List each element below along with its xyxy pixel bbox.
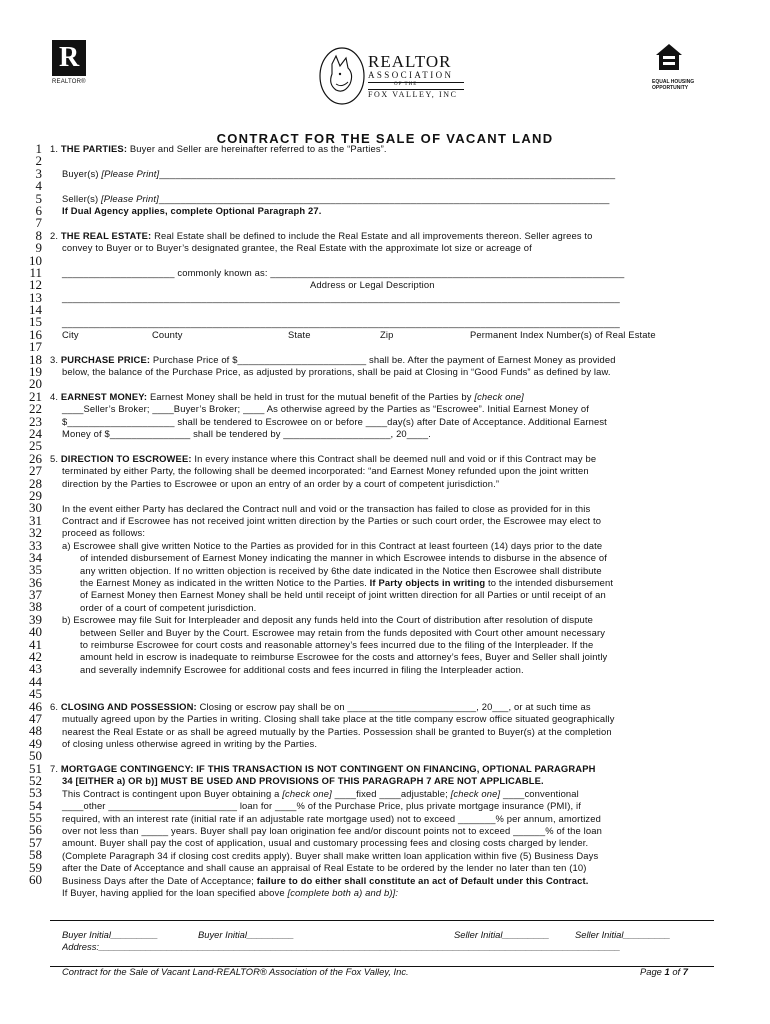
line-number: 36	[29, 574, 42, 590]
line-number: 33	[29, 537, 42, 553]
line-3-buyer-field[interactable]: Buyer(s) [Please Print]_____________________________________________________________________________________	[62, 167, 616, 179]
line-number: 11	[29, 264, 42, 280]
footer-contract-name: Contract for the Sale of Vacant Land-REALTOR® Association of the Fox Valley, Inc.	[62, 966, 409, 977]
address-field[interactable]: Address:____________________________________________________________________________________________________	[62, 941, 621, 952]
line-32: proceed as follows:	[62, 527, 146, 539]
line-number: 30	[29, 500, 42, 516]
line-number: 26	[29, 450, 42, 466]
line-36: the Earnest Money as indicated in the written Notice to the Parties. If Party objects in writing to the intended disbursement	[80, 577, 614, 588]
line-39: b) Escrowee may file Suit for Interpleader and deposit any funds held into the Court of distribution after resolution of dispute	[62, 614, 593, 626]
line-number: 2	[35, 153, 42, 169]
line-52: This Contract is contingent upon Buyer obtaining a [check one] ____fixed ____adjustable; [check one] ____conventional	[62, 787, 579, 799]
line-number: 31	[29, 512, 42, 528]
line-number: 10	[29, 252, 42, 268]
line-38: order of a court of competent jurisdiction.	[80, 601, 257, 613]
line-number: 37	[29, 587, 42, 603]
line-23: $____________________ shall be tendered to Escrowee on or before ____day(s) after Date of Acceptance. Additional Earnest	[62, 415, 607, 427]
line-46: mutually agreed upon by the Parties in writing. Closing shall take place at the title company escrow office situated geographically	[62, 713, 615, 725]
line-9: convey to Buyer or to Buyer’s designated grantee, the Real Estate with the approximate lot size or acreage of	[62, 242, 532, 254]
equal-housing-caption: EQUAL HOUSING OPPORTUNITY	[652, 79, 695, 91]
document-title: CONTRACT FOR THE SALE OF VACANT LAND	[216, 131, 554, 146]
line-number: 43	[29, 661, 42, 677]
line-number: 59	[29, 859, 42, 875]
line-number: 35	[29, 562, 42, 578]
seller-initial-1[interactable]: Seller Initial_________	[454, 929, 550, 940]
line-number: 38	[29, 599, 42, 615]
line-number: 27	[29, 463, 42, 479]
realtor-logo	[52, 40, 92, 90]
line-number: 14	[29, 302, 42, 318]
line-number: 17	[29, 339, 42, 355]
line-number: 25	[29, 438, 42, 454]
line-5-seller-field[interactable]: Seller(s) [Please Print]____________________________________________________________________________________	[62, 192, 610, 204]
line-13-field[interactable]: ________________________________________________________________________________________________________	[62, 291, 620, 303]
line-31: Contract and if Escrowee has not received joint written direction by the Parties or such court order, the Escrowee may elect to	[62, 515, 602, 526]
assoc-name-line3: OF THE	[394, 82, 418, 87]
line-number: 19	[29, 364, 42, 380]
line-22: ____Seller’s Broker; ____Buyer’s Broker; ____ As otherwise agreed by the Parties as “Escrowee”. Initial Earnest Money of	[62, 403, 589, 415]
assoc-name-line4: FOX VALLEY, INC	[368, 90, 458, 99]
line-number: 15	[29, 314, 42, 330]
line-number: 5	[35, 190, 42, 206]
line-16-city: City	[62, 329, 79, 340]
line-34: of intended disbursement of Earnest Money indicating the manner in which Escrowee intends to disburse in the absence of	[80, 552, 608, 564]
line-number: 16	[29, 326, 42, 342]
line-number: 18	[29, 351, 42, 367]
line-number: 29	[29, 487, 42, 503]
line-57: (Complete Paragraph 34 if closing cost credits apply). Buyer shall make written loan application within five (5) Business Days	[62, 849, 599, 861]
line-27: terminated by either Party, the following shall be deemed incorporated: “and Earnest Money refunded upon the joint written	[62, 465, 589, 477]
line-28: direction by the Parties to Escrowee or upon an entry of an order by a court of competent jurisdiction.”	[62, 477, 500, 489]
line-16-county: County	[152, 329, 183, 340]
line-number: 8	[35, 227, 42, 243]
line-number: 22	[29, 401, 42, 417]
line-number: 34	[29, 549, 42, 565]
line-53: ____other ________________________ loan for ____% of the Purchase Price, plus private mortgage insurance (PMI), if	[62, 800, 581, 812]
line-number: 7	[35, 215, 42, 231]
line-number: 42	[29, 649, 42, 665]
line-number: 60	[29, 872, 42, 888]
line-42: amount held in escrow is inadequate to reimburse Escrowee for the costs and attorney’s fees, Buyer and Seller shall jointly	[80, 651, 608, 663]
line-number: 13	[29, 289, 42, 305]
line-8: 2. THE REAL ESTATE: Real Estate shall be defined to include the Real Estate and all improvements thereon. Seller agrees to	[50, 229, 593, 241]
line-59: Business Days after the Date of Acceptance; failure to do either shall constitute an act of Default under this Contract.	[62, 874, 589, 886]
line-number: 44	[29, 673, 42, 689]
line-number: 9	[35, 240, 42, 256]
line-number: 28	[29, 475, 42, 491]
line-55: over not less than _____ years. Buyer shall pay loan origination fee and/or discount points not to exceed ______% of the loan	[62, 825, 602, 836]
line-number: 21	[29, 388, 42, 404]
line-48: of closing unless otherwise agreed in writing by the Parties.	[62, 738, 318, 750]
assoc-name-line2: ASSOCIATION	[368, 70, 454, 80]
line-35: any written objection. If no written objection is received by 6the date indicated in the Notice then Escrowee shall distribute	[80, 564, 602, 576]
line-number-column	[26, 143, 42, 886]
realtor-logo-caption: REALTOR®	[52, 79, 86, 85]
line-18: 3. PURCHASE PRICE: Purchase Price of $________________________ shall be. After the payment of Earnest Money as provided	[50, 353, 616, 365]
line-number: 41	[29, 636, 42, 652]
line-15-field[interactable]: ________________________________________________________________________________________________________	[62, 316, 620, 328]
line-number: 55	[29, 810, 42, 826]
line-number: 39	[29, 611, 42, 627]
line-number: 12	[29, 277, 42, 293]
realtor-r-icon: R	[52, 40, 86, 76]
page-indicator: Page 1 of 7	[640, 966, 688, 977]
line-number: 20	[29, 376, 42, 392]
line-number: 49	[29, 735, 42, 751]
line-number: 45	[29, 686, 42, 702]
line-60: If Buyer, having applied for the loan specified above [complete both a) and b)]:	[62, 887, 399, 898]
line-24: Money of $_______________ shall be tendered by ____________________, 20____.	[62, 428, 432, 440]
line-16-pin: Permanent Index Number(s) of Real Estate	[470, 329, 656, 340]
line-58: after the Date of Acceptance and shall cause an appraisal of Real Estate to be ordered by the lender no later than ten (10)	[62, 862, 587, 874]
line-50: 7. MORTGAGE CONTINGENCY: IF THIS TRANSACTION IS NOT CONTINGENT ON FINANCING, OPTIONAL PARAGRAPH	[50, 763, 596, 774]
house-icon	[654, 42, 684, 72]
line-number: 3	[35, 165, 42, 181]
line-number: 50	[29, 748, 42, 764]
line-number: 32	[29, 525, 42, 541]
assoc-name-line1: REALTOR	[368, 52, 452, 71]
line-33: a) Escrowee shall give written Notice to the Parties as provided for in this Contract at least fourteen (14) days prior to the date	[62, 539, 603, 551]
line-number: 56	[29, 822, 42, 838]
line-54: required, with an interest rate (initial rate if an adjustable rate mortgage used) not to exceed _______% per annum, amortized	[62, 812, 601, 824]
buyer-initial-2[interactable]: Buyer Initial_________	[198, 929, 294, 940]
line-40: between Seller and Buyer by the Court. Escrowee may retain from the funds deposited with Court other amount necessary	[80, 626, 606, 638]
line-41: to reimburse Escrowee for court costs and reasonable attorney’s fees incurred due to the filing of the Interpleader. If the	[80, 639, 594, 650]
line-number: 48	[29, 723, 42, 739]
line-11-address-field[interactable]: _____________________ commonly known as: __________________________________________________________________	[62, 267, 625, 278]
buyer-initial-1[interactable]: Buyer Initial_________	[62, 929, 158, 940]
line-number: 46	[29, 698, 42, 714]
line-number: 24	[29, 425, 42, 441]
line-number: 4	[35, 178, 42, 194]
line-number: 40	[29, 624, 42, 640]
line-12: Address or Legal Description	[310, 279, 435, 291]
association-logo	[318, 44, 468, 108]
line-51: 34 [EITHER a) OR b)] MUST BE USED AND PROVISIONS OF THIS PARAGRAPH 7 ARE NOT APPLICABLE.	[62, 775, 544, 787]
line-number: 23	[29, 413, 42, 429]
line-30: In the event either Party has declared the Contract null and void or the transaction has failed to close as provided for in this	[62, 502, 591, 514]
line-16-state: State	[288, 329, 311, 340]
line-16-zip: Zip	[380, 329, 394, 340]
line-21: 4. EARNEST MONEY: Earnest Money shall be held in trust for the mutual benefit of the Parties by [check one]	[50, 391, 524, 402]
line-number: 54	[29, 797, 42, 813]
footer-divider	[50, 920, 714, 923]
line-number: 52	[29, 772, 42, 788]
line-37: of Earnest Money then Earnest Money shall be held until receipt of joint written direction for all Parties or until receipt of an	[80, 589, 606, 601]
line-43: and severally indemnify Escrowee for additional costs and fees incurred in filing the Interpleader action.	[80, 663, 524, 675]
equal-housing-logo	[652, 42, 712, 92]
line-45: 6. CLOSING AND POSSESSION: Closing or escrow pay shall be on ________________________, 20___, or at such time as	[50, 701, 591, 712]
seller-initial-2[interactable]: Seller Initial_________	[575, 929, 671, 940]
fox-icon	[318, 44, 366, 106]
line-number: 53	[29, 785, 42, 801]
line-47: nearest the Real Estate or as shall be agreed mutually by the Parties. Possession shall be granted to Buyer(s) at the completion	[62, 725, 612, 737]
line-26: 5. DIRECTION TO ESCROWEE: In every instance where this Contract shall be deemed null and void or if this Contract may be	[50, 453, 597, 464]
line-number: 47	[29, 710, 42, 726]
line-number: 51	[29, 760, 42, 776]
line-number: 6	[35, 202, 42, 218]
line-19: below, the balance of the Purchase Price, as adjusted by prorations, shall be paid at Closing in “Good Funds” as defined by law.	[62, 366, 611, 378]
line-number: 57	[29, 834, 42, 850]
line-1: 1. THE PARTIES: Buyer and Seller are hereinafter referred to as the “Parties”.	[50, 143, 387, 154]
line-number: 58	[29, 847, 42, 863]
line-number: 1	[35, 141, 42, 156]
line-6: If Dual Agency applies, complete Optional Paragraph 27.	[62, 205, 322, 216]
line-56: amount. Buyer shall pay the cost of application, usual and customary processing fees and closing costs charged by lender.	[62, 837, 589, 849]
